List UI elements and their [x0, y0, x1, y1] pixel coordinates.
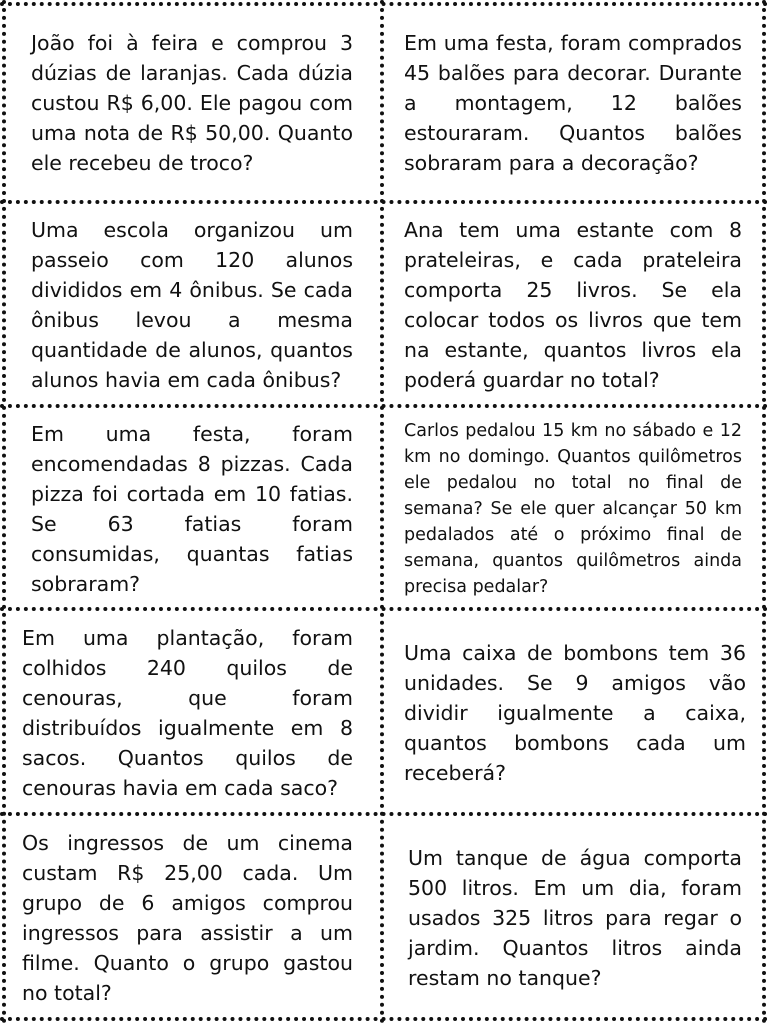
problem-card-6 — [404, 410, 742, 607]
cut-line-bottom — [0, 1017, 768, 1021]
problem-card-9 — [22, 818, 353, 1017]
problem-card-7 — [22, 613, 353, 812]
problem-card-8 — [404, 613, 746, 812]
problem-card-5-text: Em uma festa, foram encomendadas 8 pizzas. Cada pizza foi cortada em 10 fatias. Se 63 fatias foram consumidas, quantas fatias sobraram? — [31, 421, 353, 596]
problem-card-5 — [31, 410, 353, 607]
cut-line-left — [2, 0, 6, 1024]
problem-card-4 — [404, 206, 742, 404]
problem-card-8-text: Uma caixa de bombons tem 36 unidades. Se 9 amigos vão dividir igualmente a caixa, quantos bombons cada um receberá? — [404, 640, 746, 785]
problem-card-2 — [404, 6, 742, 200]
cut-line-row-3 — [0, 607, 768, 611]
problem-card-10 — [408, 818, 742, 1017]
problem-card-2-text: Em uma festa, foram comprados 45 balões para decorar. Durante a montagem, 12 balões estouraram. Quantos balões sobraram para a decoração? — [404, 31, 742, 175]
problem-card-3 — [31, 206, 353, 404]
problem-card-1 — [31, 6, 353, 200]
cut-line-row-2 — [0, 404, 768, 408]
problem-card-3-text: Uma escola organizou um passeio com 120 alunos divididos em 4 ônibus. Se cada ônibus levou a mesma quantidade de alunos, quantos alunos havia em cada ônibus? — [31, 218, 353, 392]
cut-line-row-1 — [0, 200, 768, 204]
problem-card-10-text: Um tanque de água comporta 500 litros. Em um dia, foram usados 325 litros para regar o jardim. Quantos litros ainda restam no tanque? — [408, 845, 742, 990]
problem-card-1-text: João foi à feira e comprou 3 dúzias de laranjas. Cada dúzia custou R$ 6,00. Ele pagou com uma nota de R$ 50,00. Quanto ele recebeu de troco? — [31, 31, 353, 175]
problem-card-7-text: Em uma plantação, foram colhidos 240 quilos de cenouras, que foram distribuídos igualmente em 8 sacos. Quantos quilos de cenouras havia em cada saco? — [22, 625, 353, 800]
problem-card-4-text: Ana tem uma estante com 8 prateleiras, e cada prateleira comporta 25 livros. Se ela colocar todos os livros que tem na estante, quantos livros ela poderá guardar no total? — [404, 218, 742, 392]
cut-line-row-4 — [0, 812, 768, 816]
cut-line-right — [762, 0, 766, 1024]
problem-card-6-text: Carlos pedalou 15 km no sábado e 12 km no domingo. Quantos quilômetros ele pedalou no total no final de semana? Se ele quer alcançar 50 km pedalados até o próximo final de semana, quantos quilômetros ainda precisa pedalar? — [404, 420, 742, 597]
cut-line-middle — [380, 0, 384, 1024]
problem-card-9-text: Os ingressos de um cinema custam R$ 25,00 cada. Um grupo de 6 amigos comprou ingressos para assistir a um filme. Quanto o grupo gastou no total? — [22, 830, 353, 1005]
